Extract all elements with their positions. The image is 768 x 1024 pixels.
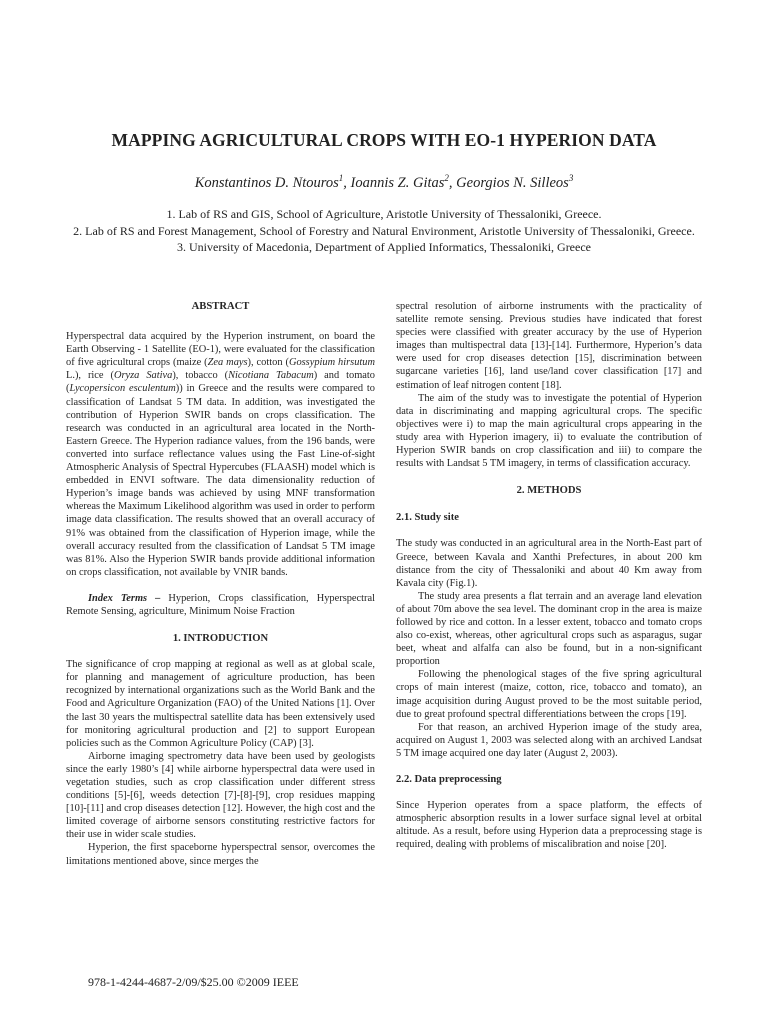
- study-site-heading: 2.1. Study site: [396, 512, 459, 524]
- author-affiliation-mark: 3: [568, 173, 574, 183]
- author-affiliation-mark: 1: [338, 173, 344, 183]
- data-preprocessing-heading: 2.2. Data preprocessing: [396, 774, 502, 785]
- body-paragraph: spectral resolution of airborne instruments with the practicality of satellite remote sensing. Previous studies have indicated that forest species were classified with greater accuracy by the use of Hyperion images than multispectral data [13]-[14]. Furthermore, Hyperion’s data were used for crop diseases detection [15], discrimination between sugarcane varieties [16], land use/land cover classification [17] and estimation of leaf nitrogen content [18].: [396, 301, 702, 391]
- methods-heading: 2. METHODS: [516, 485, 582, 497]
- body-paragraph: The aim of the study was to investigate the potential of Hyperion data in discriminating and mapping agricultural crops. The specific objectives were i) to map the main agricultural crops appearing in the study area with Hyperion imagery, ii) to evaluate the contribution of Hyperion SWIR bands on crop classification and iii) to compare the results with Landsat 5 TM imagery, in terms of classification accuracy.: [396, 392, 702, 470]
- affiliation: 1. Lab of RS and GIS, School of Agriculture, Aristotle University of Thessaloniki, Greece.: [166, 207, 602, 221]
- body-paragraph: The study area presents a flat terrain and an average land elevation of about 70m above the sea level. The dominant crop in the area is maize followed by rice and cotton. In a lesser extent, tobacco and tomato crops also co-exist, whereas, other agricultural crops such as asparagus, sugar beet, wheat and alfalfa can also be found, but in a non-significant proportion: [396, 590, 702, 668]
- left-column: [66, 300, 375, 868]
- abstract-heading: ABSTRACT: [191, 301, 250, 312]
- affiliation: 3. University of Macedonia, Department of Applied Informatics, Thessaloniki, Greece: [177, 240, 591, 254]
- paper-title: MAPPING AGRICULTURAL CROPS WITH EO-1 HYPERION DATA: [111, 130, 657, 150]
- affiliation: 2. Lab of RS and Forest Management, School of Forestry and Natural Environment, Aristotle University of Thessaloniki, Greece.: [73, 223, 695, 238]
- author-name: Ioannis Z. Gitas: [350, 174, 445, 191]
- body-paragraph: Since Hyperion operates from a space platform, the effects of atmospheric absorption results in a lower surface signal level at orbital altitude. As a result, before using Hyperion data a preprocessing stage is required, dealing with problems of miscalibration and noise [20].: [396, 800, 702, 851]
- body-paragraph: For that reason, an archived Hyperion image of the study area, acquired on August 1, 2003 was selected along with an archived Landsat 5 TM image acquired one day later (August 2, 2003).: [396, 721, 702, 759]
- author-list: Konstantinos D. Ntouros$^1$, Ioannis Z. Gitas$^2$, Georgios N. Silleos$^3$: [194, 173, 574, 191]
- abstract-paragraph: Hyperspectral data acquired by the Hyperion instrument, on board the Earth Observing - 1 Satellite (EO-1), were evaluated for the classification of five agricultural crops (maize (Zea mays), cotton (Gossypium hirsutum L.), rice (Oryza Sativa), tobacco (Nicotiana Tabacum) and tomato (Lycopersicon esculentum)) in Greece and the results were compared to classification of Landsat 5 TM data. In addition, was investigated the contribution of Hyperion SWIR bands on crops classification. The research was conducted in an agricultural area located in the North-Eastern Greece. The Hyperion radiance values, from the 196 bands, were converted into surface reflectance values using the Fast Line-of-sight Atmospheric Analysis of Spectral Hypercubes (FLAASH) model which is embedded in ENVI software. The data dimensionality reduction of Hyperion’s image bands was achieved by using MNF transformation whereas the Maximum Likelihood algorithm was used in order to perform image data classification. The results showed that an overall accuracy of 91% was obtained from the classification of Hyperion image, while the overall accuracy resulted from the classification of Landsat 5 TM image was 81%. Also the Hyperion SWIR bands provide additional information on crops classification, not available by VNIR bands.: [66, 331, 376, 578]
- introduction-paragraph: The significance of crop mapping at regional as well as at global scale, for planning and management of agriculture production, has been recognized by international organizations such as the World Bank and the Food and Agriculture Organization (FAO) of the United Nations [1]. Over the last 30 years the multispectral satellite data has been extensively used for monitoring agricultural production and [2] to support European policies such as the Common Agriculture Policy (CAP) [3].: [66, 659, 375, 749]
- copyright-footer: 978-1-4244-4687-2/09/$25.00 ©2009 IEEE: [88, 975, 299, 989]
- introduction-paragraph: Hyperion, the first spaceborne hyperspectral sensor, overcomes the limitations mentioned above, since merges the: [66, 842, 375, 867]
- author-affiliation-mark: 2: [444, 173, 449, 183]
- affiliation-list: [60, 207, 708, 257]
- author-name: Georgios N. Silleos: [456, 174, 569, 191]
- right-column: [396, 300, 702, 851]
- index-terms: Index Terms – Hyperion, Crops classification, Hyperspectral Remote Sensing, agriculture, Minimum Noise Fraction: [66, 592, 375, 617]
- introduction-paragraph: Airborne imaging spectrometry data have been used by geologists since the early 1980’s [4] while airborne hyperspectral data were used in vegetation studies, such as crop classification under different stress conditions [5]-[6], weeds detection [7]-[8]-[9], crop residues mapping [10]-[11] and crop diseases detection [12]. However, the high cost and the limited coverage of airborne sensors constituting restrictive factors for their use in wider scale studies.: [66, 750, 375, 841]
- author-name: Konstantinos D. Ntouros: [194, 174, 339, 191]
- body-paragraph: Following the phenological stages of the five spring agricultural crops of main interest (maize, cotton, rice, tobacco and tomato), an image acquisition during August proved to be the most suitable period, due to great profound spectral differentiations between the crops [19].: [396, 669, 702, 720]
- body-paragraph: The study was conducted in an agricultural area in the North-East part of Greece, between Kavala and Xanthi Prefectures, in about 200 km distance from the city of Thessaloniki and about 40 Km away from Kavala city (Fig.1).: [396, 538, 702, 589]
- introduction-heading: 1. INTRODUCTION: [172, 633, 269, 645]
